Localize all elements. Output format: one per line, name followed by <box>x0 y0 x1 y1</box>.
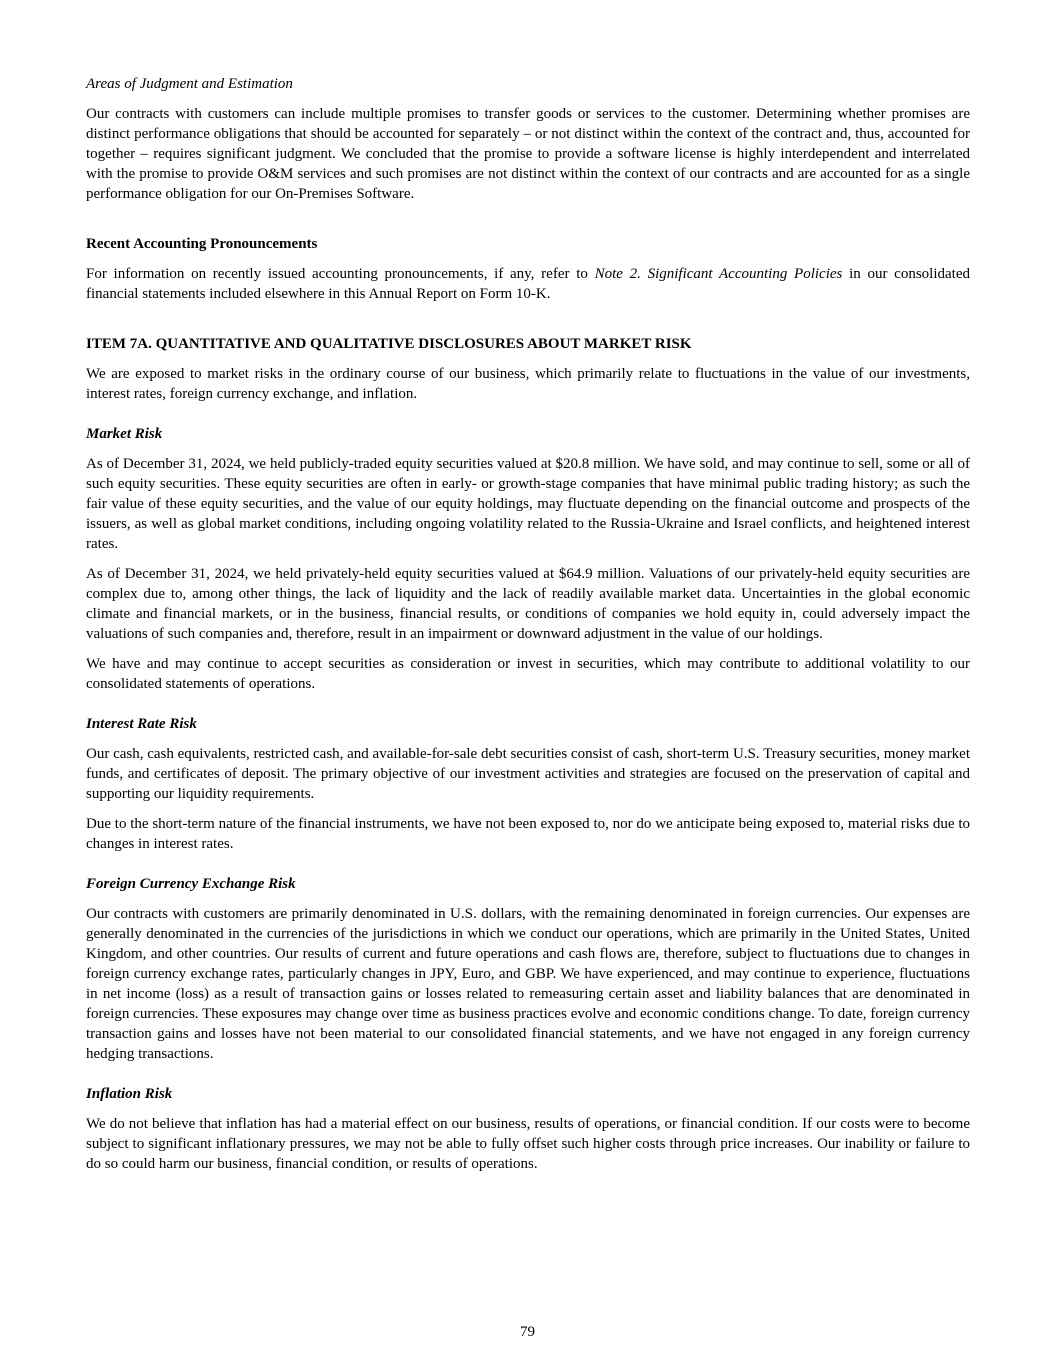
note-reference: Note 2. Significant Accounting Policies <box>594 266 843 282</box>
item-7a-heading: ITEM 7A. QUANTITATIVE AND QUALITATIVE DISCLOSURES ABOUT MARKET RISK <box>86 336 692 352</box>
market-risk-paragraph-3: We have and may continue to accept securities as consideration or invest in securities, which may contribute to additional volatility to our consolidated statements of operations. <box>86 656 970 692</box>
interest-rate-risk-paragraph-1: Our cash, cash equivalents, restricted cash, and available-for-sale debt securities consist of cash, short-term U.S. Treasury securities, money market funds, and certificates of deposit. The primary objective of our investment activities and strategies are focused on the preservation of capital and supporting our liquidity requirements. <box>86 746 971 802</box>
market-risk-heading: Market Risk <box>86 426 163 442</box>
foreign-currency-risk-heading: Foreign Currency Exchange Risk <box>86 876 296 892</box>
foreign-currency-risk-paragraph: Our contracts with customers are primarily denominated in U.S. dollars, with the remaining denominated in foreign currencies. Our expenses are generally denominated in the currencies of the jurisdictions in which we conduct our operations, which are primarily in the United States, United Kingdom, and other countries. Our results of current and future operations and cash flows are, therefore, subject to fluctuations due to changes in foreign currency exchange rates, particularly changes in JPY, Euro, and GBP. We have experienced, and may continue to experience, fluctuations in net income (loss) as a result of transaction gains or losses related to remeasuring certain asset and liability balances that are denominated in foreign currencies. These exposures may change over time as business practices evolve and economic conditions change. To date, foreign currency transaction gains and losses have not been material to our consolidated financial statements, and we have not engaged in any foreign currency hedging transactions. <box>86 906 970 1062</box>
areas-of-judgment-paragraph: Our contracts with customers can include multiple promises to transfer goods or services to the customer. Determining whether promises are distinct performance obligations that should be accounted for separately – or not distinct within the context of the contract and, thus, accounted for together – requires significant judgment. We concluded that the promise to provide a software license is highly interdependent and interrelated with the promise to provide O&M services and such promises are not distinct within the context of our contracts and are accounted for as a single performance obligation for our On-Premises Software. <box>86 106 970 202</box>
inflation-risk-paragraph: We do not believe that inflation has had a material effect on our business, results of operations, or financial condition. If our costs were to become subject to significant inflationary pressures, we may not be able to fully offset such higher costs through price increases. Our inability or failure to do so could harm our business, financial condition, or results of operations. <box>86 1116 970 1172</box>
interest-rate-risk-heading: Interest Rate Risk <box>86 716 197 732</box>
interest-rate-risk-paragraph-2: Due to the short-term nature of the financial instruments, we have not been exposed to, nor do we anticipate being exposed to, material risks due to changes in interest rates. <box>86 816 970 852</box>
recent-pronouncements-heading: Recent Accounting Pronouncements <box>86 236 318 252</box>
recent-pronouncements-text-before: For information on recently issued accounting pronouncements, if any, refer to <box>86 266 595 282</box>
market-risk-paragraph-2: As of December 31, 2024, we held privately-held equity securities valued at $64.9 million. Valuations of our privately-held equity securities are complex due to, among other things, the lack of liquidity and the lack of readily available market data. Uncertainties in the global economic climate and financial markets, or in the business, financial results, or conditions of companies we hold equity in, could adversely impact the valuations of such companies and, therefore, result in an impairment or downward adjustment in the value of our holdings. <box>86 566 970 642</box>
inflation-risk-heading: Inflation Risk <box>86 1086 173 1102</box>
recent-pronouncements-text-after: in our consolidated financial statements included elsewhere in this Annual Report on Form 10-K. <box>86 266 970 302</box>
recent-pronouncements-paragraph <box>86 264 970 304</box>
market-risk-paragraph-1: As of December 31, 2024, we held publicly-traded equity securities valued at $20.8 million. We have sold, and may continue to sell, some or all of such equity securities. These equity securities are often in early- or growth-stage companies that have minimal public trading history; as such the fair value of these equity securities, and the value of our equity holdings, may fluctuate depending on the financial outcome and prospects of the issuers, as well as global market conditions, including ongoing volatility related to the Russia-Ukraine and Israel conflicts, and heightened interest rates. <box>86 456 970 552</box>
areas-of-judgment-heading: Areas of Judgment and Estimation <box>86 76 293 92</box>
page-number: 79 <box>520 1324 535 1340</box>
item-7a-intro: We are exposed to market risks in the ordinary course of our business, which primarily relate to fluctuations in the value of our investments, interest rates, foreign currency exchange, and inflation. <box>86 366 970 402</box>
document-page <box>86 74 970 1184</box>
